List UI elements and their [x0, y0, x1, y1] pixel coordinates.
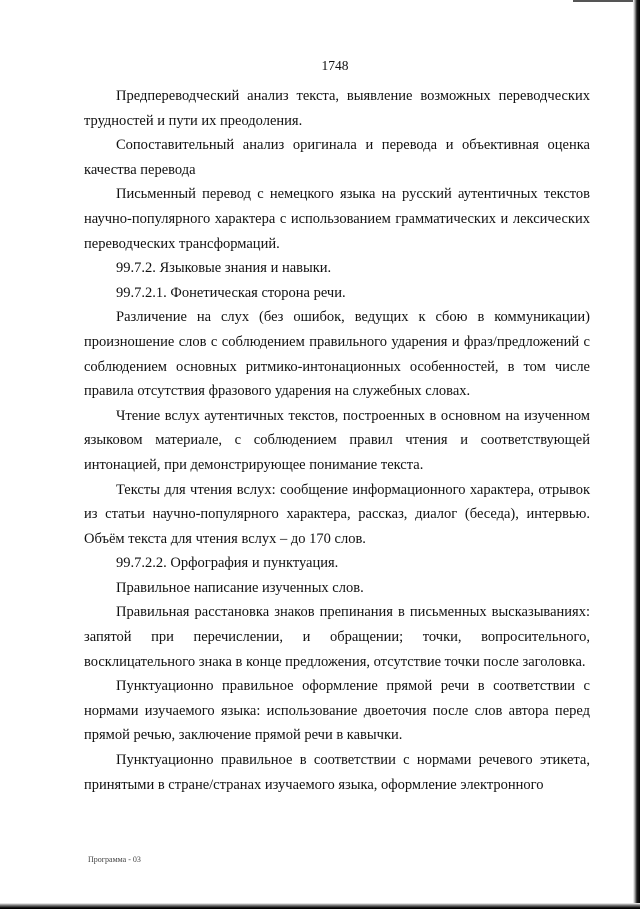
page-number: 1748: [321, 58, 349, 73]
document-body: [84, 84, 590, 797]
paragraph: Пунктуационно правильное в соответствии с нормами речевого этикета, принятыми в стране/странах изучаемого языка, оформление электронного: [84, 752, 590, 793]
paragraph: Правильная расстановка знаков препинания в письменных высказываниях: запятой при перечислении, и обращении; точки, вопросительного, восклицательного знака в конце предложения, отсутствие точки после заголовка.: [84, 604, 590, 670]
subsection-heading: 99.7.2.2. Орфография и пунктуация.: [116, 555, 339, 572]
paragraph: Предпереводческий анализ текста, выявление возможных переводческих трудностей и пути их преодоления.: [84, 88, 590, 129]
paragraph: Сопоставительный анализ оригинала и перевода и объективная оценка качества перевода: [84, 137, 590, 178]
page-footer: Программа - 03: [88, 855, 141, 864]
scan-edge-bottom: [0, 903, 640, 909]
paragraph: Правильное написание изученных слов.: [116, 579, 364, 596]
section-heading: 99.7.2. Языковые знания и навыки.: [116, 260, 332, 277]
paragraph: Пунктуационно правильное оформление прямой речи в соответствии с нормами изучаемого языка: использование двоеточия после слов автора перед прямой речью, заключение прямой речи в кавычки.: [84, 678, 590, 744]
paragraph: Различение на слух (без ошибок, ведущих к сбою в коммуникации) произношение слов с соблюдением правильного ударения и фраз/предложений с соблюдением основных ритмико-интонационных особенностей, в том числе правила отсутствия фразового ударения на служебных словах.: [84, 309, 590, 400]
paragraph: Чтение вслух аутентичных текстов, построенных в основном на изученном языковом материале, с соблюдением правил чтения и соответствующей интонацией, при демонстрирующее понимание текста.: [84, 407, 590, 473]
paragraph: Тексты для чтения вслух: сообщение информационного характера, отрывок из статьи научно-популярного характера, рассказ, диалог (беседа), интервью. Объём текста для чтения вслух – до 170 слов.: [84, 481, 590, 547]
paragraph: Письменный перевод с немецкого языка на русский аутентичных текстов научно-популярного характера с использованием грамматических и лексических переводческих трансформаций.: [84, 186, 590, 252]
scan-edge-top: [573, 0, 633, 2]
scan-edge-right: [633, 0, 640, 909]
subsection-heading: 99.7.2.1. Фонетическая сторона речи.: [116, 284, 346, 301]
